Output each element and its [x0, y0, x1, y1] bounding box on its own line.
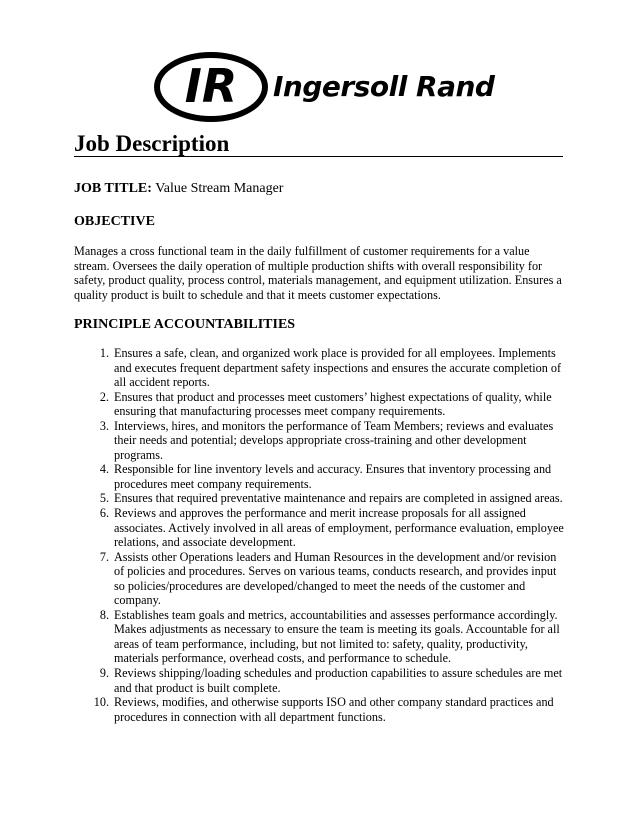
- item-text: Assists other Operations leaders and Human Resources in the development and/or revision of policies and procedures. Serves on various teams, conducts research, and provides input so policies/procedures are developed/changed to meet the needs of the customer and company.: [114, 549, 557, 608]
- accountability-item: [74, 550, 566, 608]
- objective-heading: OBJECTIVE: [74, 214, 155, 229]
- accountability-item: [74, 608, 566, 666]
- accountability-item: [74, 491, 566, 506]
- item-text: Responsible for line inventory levels and accuracy. Ensures that inventory processing and procedures meet company requirements.: [114, 462, 552, 491]
- item-text: Reviews, modifies, and otherwise supports ISO and other company standard practices and procedures in connection with all department functions.: [114, 695, 554, 724]
- item-number: 5.: [99, 491, 109, 506]
- item-number: 10.: [93, 695, 109, 710]
- ir-monogram-text: IR: [184, 59, 238, 113]
- job-title-label: JOB TITLE:: [74, 181, 152, 196]
- logo-wordmark: Ingersoll Rand: [273, 70, 495, 103]
- item-text: Ensures a safe, clean, and organized work place is provided for all employees. Implements and executes frequent department safety inspections and ensures the accurate completion of all accident reports.: [114, 346, 562, 390]
- item-text: Ensures that required preventative maintenance and repairs are completed in assigned areas.: [114, 491, 563, 506]
- accountabilities-list: [74, 346, 566, 724]
- job-title-value: Value Stream Manager: [155, 181, 284, 196]
- accountability-item: [74, 666, 566, 695]
- accountabilities-heading: PRINCIPLE ACCOUNTABILITIES: [74, 317, 296, 332]
- item-text: Reviews shipping/loading schedules and production capabilities to assure schedules are met and that product is built complete.: [114, 666, 563, 695]
- job-title-line: [74, 180, 283, 197]
- item-number: 2.: [99, 389, 109, 404]
- accountability-item: [74, 462, 566, 491]
- title-divider: [74, 156, 563, 157]
- accountability-item: [74, 695, 566, 724]
- item-number: 9.: [99, 666, 109, 681]
- accountability-item: [74, 346, 566, 390]
- item-number: 1.: [99, 346, 109, 360]
- item-number: 7.: [99, 549, 109, 564]
- ir-monogram-icon: [150, 48, 272, 128]
- item-number: 6.: [99, 506, 109, 521]
- item-number: 4.: [99, 462, 109, 477]
- accountability-item: [74, 506, 566, 550]
- accountability-item: [74, 419, 566, 463]
- item-text: Establishes team goals and metrics, accountabilities and assesses performance accordingly. Makes adjustments as necessary to ensure the team is meeting its goals. Accountable for all areas of team performance, including, but not limited to: safety, quality, productivity, materials performance, overhead costs, and performance to schedule.: [114, 607, 560, 666]
- item-text: Reviews and approves the performance and merit increase proposals for all assigned associates. Actively involved in all areas of employment, performance evaluation, employee relations, and associate development.: [114, 506, 564, 550]
- objective-text: Manages a cross functional team in the daily fulfillment of customer requirements for a value stream. Oversees the daily operation of multiple production shifts with overall responsibility for safety, product quality, process control, materials management, and equipment utilization. Ensures a quality product is built to schedule and that it meets customer expectations.: [74, 244, 562, 302]
- item-number: 3.: [99, 418, 109, 433]
- item-number: 8.: [99, 607, 109, 622]
- item-text: Interviews, hires, and monitors the performance of Team Members; reviews and evaluates their needs and potential; develops appropriate cross-training and other development programs.: [114, 418, 554, 462]
- item-text: Ensures that product and processes meet customers’ highest expectations of quality, while ensuring that manufacturing processes meet company requirements.: [114, 389, 552, 419]
- accountability-item: [74, 390, 566, 419]
- document-title: Job Description: [74, 131, 230, 156]
- ingersoll-rand-logo: [150, 48, 495, 128]
